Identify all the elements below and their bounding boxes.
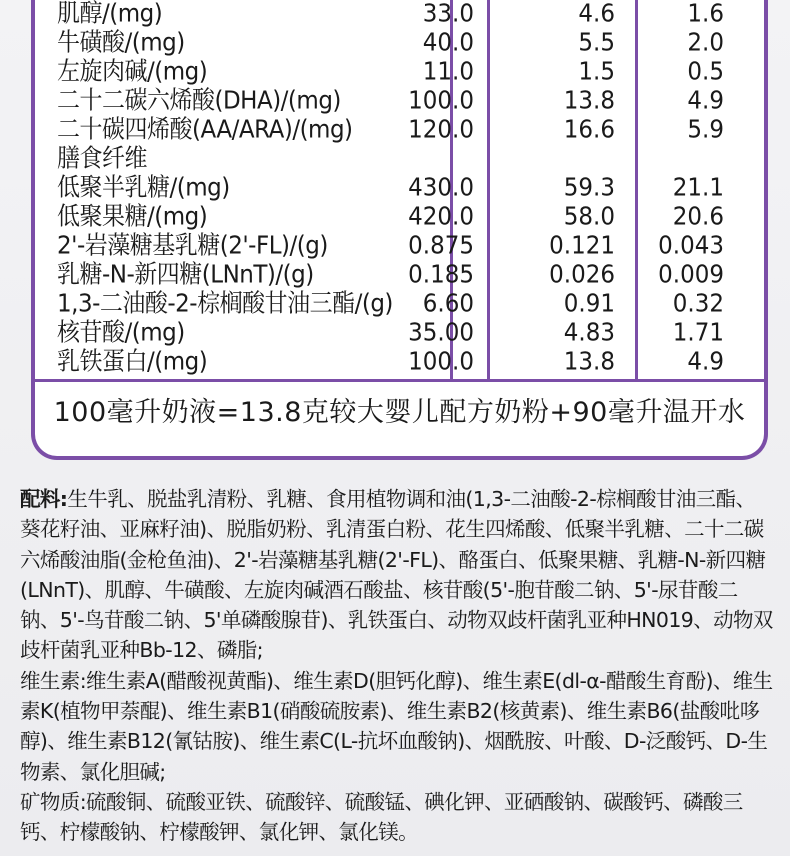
nutrient-name: 低聚果糖/(mg): [57, 202, 208, 231]
nutrient-name: 1,3-二油酸-2-棕榈酸甘油三酯/(g): [57, 289, 393, 318]
value-per-100g: 33.0: [422, 0, 474, 28]
table-rows: [35, 0, 764, 377]
table-divider: [35, 379, 764, 382]
vitamins-paragraph: 维生素:维生素A(醋酸视黄酯)、维生素D(胆钙化醇)、维生素E(dl-α-醋酸生育酚)、维生素K(植物甲萘醌)、维生素B1(硝酸硫胺素)、维生素B2(核黄素)、维生素B6(盐酸吡哆醇)、维生素B12(氰钴胺)、维生素C(L-抗坏血酸钠)、烟酰胺、叶酸、D-泛酸钙、D-生物素、氯化胆碱;: [20, 668, 773, 784]
table-row: [35, 318, 764, 349]
value-per-100ml: 4.9: [687, 347, 724, 376]
value-per-100ml: 1.6: [687, 0, 724, 28]
ingredients-label: 配料:: [20, 487, 68, 511]
value-per-100kj: 4.83: [563, 318, 615, 347]
value-per-100kj: 58.0: [563, 202, 615, 231]
value-per-100g: 40.0: [422, 28, 474, 57]
value-per-100g: 120.0: [408, 115, 474, 144]
ingredients-paragraph: [20, 484, 775, 666]
value-per-100kj: 5.5: [578, 28, 615, 57]
ingredients-text: 生牛乳、脱盐乳清粉、乳糖、食用植物调和油(1,3-二油酸-2-棕榈酸甘油三酯、葵花籽油、亚麻籽油)、脱脂奶粉、乳清蛋白粉、花生四烯酸、低聚半乳糖、二十二碳六烯酸油脂(金枪鱼油)、2'-岩藻糖基乳糖(2'-FL)、酪蛋白、低聚果糖、乳糖-N-新四糖(LNnT)、肌醇、牛磺酸、左旋肉碱酒石酸盐、核苷酸(5'-胞苷酸二钠、5'-尿苷酸二钠、5'-鸟苷酸二钠、5'单磷酸腺苷)、乳铁蛋白、动物双歧杆菌乳亚种HN019、动物双歧杆菌乳亚种Bb-12、磷脂;: [20, 487, 773, 663]
value-per-100kj: 0.121: [549, 231, 615, 260]
value-per-100kj: 0.026: [549, 260, 615, 289]
nutrient-name: 二十碳四烯酸(AA/ARA)/(mg): [57, 115, 353, 144]
value-per-100ml: 0.009: [658, 260, 724, 289]
nutrient-name: 左旋肉碱/(mg): [57, 57, 208, 86]
value-per-100kj: 16.6: [563, 115, 615, 144]
nutrient-name: 二十二碳六烯酸(DHA)/(mg): [57, 86, 341, 115]
table-row: [35, 115, 764, 146]
nutrient-name: 乳铁蛋白/(mg): [57, 347, 208, 376]
nutrient-name: 核苷酸/(mg): [57, 318, 185, 347]
table-row: [35, 144, 764, 175]
table-row: [35, 57, 764, 88]
value-per-100kj: 1.5: [578, 57, 615, 86]
nutrient-name: 膳食纤维: [57, 144, 147, 173]
value-per-100ml: 5.9: [687, 115, 724, 144]
value-per-100g: 100.0: [408, 347, 474, 376]
value-per-100g: 0.185: [408, 260, 474, 289]
value-per-100kj: 0.91: [563, 289, 615, 318]
value-per-100kj: 59.3: [563, 173, 615, 202]
table-row: [35, 231, 764, 262]
table-row: [35, 260, 764, 291]
value-per-100ml: 20.6: [672, 202, 724, 231]
table-row: [35, 347, 764, 378]
value-per-100ml: 0.5: [687, 57, 724, 86]
value-per-100ml: 0.32: [672, 289, 724, 318]
table-row: [35, 173, 764, 204]
value-per-100g: 430.0: [408, 173, 474, 202]
serving-note: 100毫升奶液=13.8克较大婴儿配方奶粉+90毫升温开水: [53, 397, 746, 428]
value-per-100g: 100.0: [408, 86, 474, 115]
value-per-100g: 6.60: [422, 289, 474, 318]
nutrient-name: 肌醇/(mg): [57, 0, 163, 28]
value-per-100ml: 4.9: [687, 86, 724, 115]
value-per-100ml: 1.71: [672, 318, 724, 347]
nutrient-name: 牛磺酸/(mg): [57, 28, 185, 57]
value-per-100ml: 21.1: [672, 173, 724, 202]
value-per-100g: 11.0: [422, 57, 474, 86]
value-per-100kj: 13.8: [563, 86, 615, 115]
value-per-100g: 420.0: [408, 202, 474, 231]
value-per-100kj: 13.8: [563, 347, 615, 376]
nutrient-name: 低聚半乳糖/(mg): [57, 173, 230, 202]
value-per-100g: 0.875: [408, 231, 474, 260]
value-per-100g: 35.00: [408, 318, 474, 347]
nutrition-table: [31, 0, 768, 460]
value-per-100ml: 0.043: [658, 231, 724, 260]
nutrient-name: 2'-岩藻糖基乳糖(2'-FL)/(g): [57, 231, 328, 260]
table-row: [35, 86, 764, 117]
table-row: [35, 289, 764, 320]
nutrient-name: 乳糖-N-新四糖(LNnT)/(g): [57, 260, 314, 289]
table-row: [35, 202, 764, 233]
value-per-100ml: 2.0: [687, 28, 724, 57]
value-per-100kj: 4.6: [578, 0, 615, 28]
table-row: [35, 28, 764, 59]
ingredients-section: [20, 484, 775, 848]
table-row: [35, 0, 764, 30]
minerals-paragraph: 矿物质:硫酸铜、硫酸亚铁、硫酸锌、硫酸锰、碘化钾、亚硒酸钠、碳酸钙、磷酸三钙、柠檬酸钠、柠檬酸钾、氯化钾、氯化镁。: [20, 789, 743, 845]
